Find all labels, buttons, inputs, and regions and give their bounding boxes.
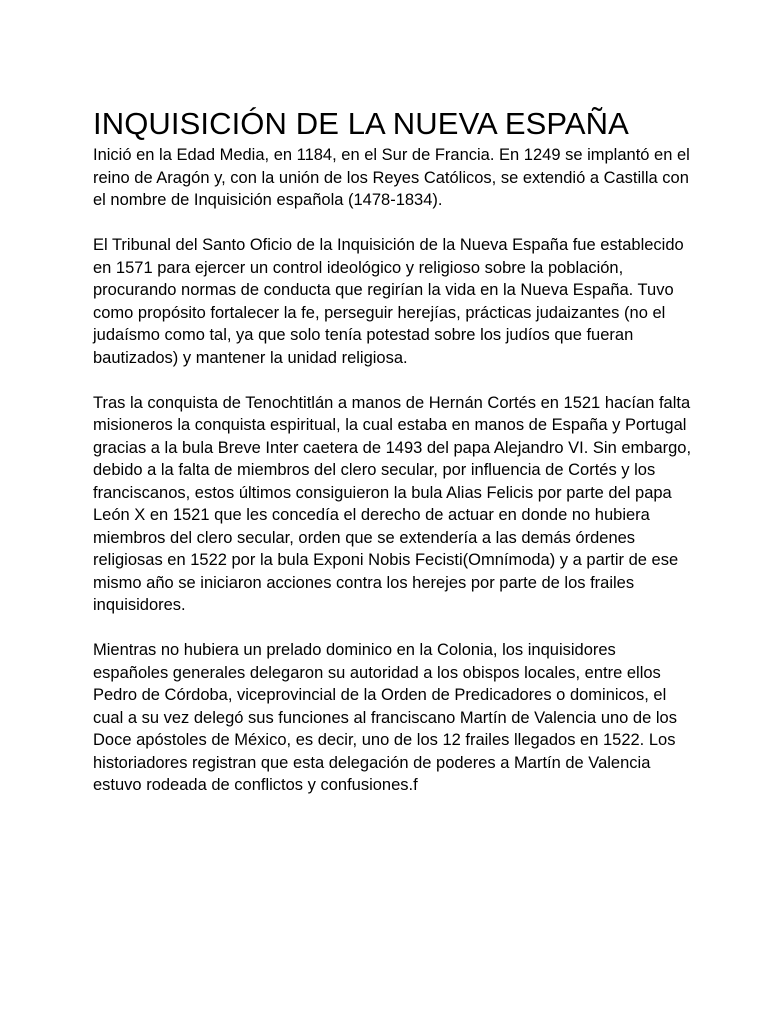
paragraph-origins: Inició en la Edad Media, en 1184, en el Sur de Francia. En 1249 se implantó en el reino de Aragón y, con la unión de los Reyes Católicos, se extendió a Castilla con el nombre de Inquisición española (1478-1834). <box>93 146 690 209</box>
document-body <box>93 104 693 819</box>
paragraph-delegation: Mientras no hubiera un prelado dominico en la Colonia, los inquisidores españoles generales delegaron su autoridad a los obispos locales, entre ellos Pedro de Córdoba, viceprovincial de la Orden de Predicadores o dominicos, el cual a su vez delegó sus funciones al franciscano Martín de Valencia uno de los Doce apóstoles de México, es decir, uno de los 12 frailes llegados en 1522. Los historiadores registran que esta delegación de poderes a Martín de Valencia estuvo rodeada de conflictos y confusiones.f <box>93 641 677 794</box>
document-title: INQUISICIÓN DE LA NUEVA ESPAÑA <box>93 106 629 141</box>
paragraph-conquest: Tras la conquista de Tenochtitlán a manos de Hernán Cortés en 1521 hacían falta misioneros la conquista espiritual, la cual estaba en manos de España y Portugal gracias a la bula Breve Inter caetera de 1493 del papa Alejandro VI. Sin embargo, debido a la falta de miembros del clero secular, por influencia de Cortés y los franciscanos, estos últimos consiguieron la bula Alias Felicis por parte del papa León X en 1521 que les concedía el derecho de actuar en donde no hubiera miembros del clero secular, orden que se extendería a las demás órdenes religiosas en 1522 por la bula Exponi Nobis Fecisti(Omnímoda) y a partir de ese mismo año se iniciaron acciones contra los herejes por parte de los frailes inquisidores. <box>93 393 692 614</box>
paragraph-tribunal: El Tribunal del Santo Oficio de la Inquisición de la Nueva España fue establecido en 1571 para ejercer un control ideológico y religioso sobre la población, procurando normas de conducta que regirían la vida en la Nueva España. Tuvo como propósito fortalecer la fe, perseguir herejías, prácticas judaizantes (no el judaísmo como tal, ya que solo tenía potestad sobre los judíos que fueran bautizados) y mantener la unidad religiosa. <box>93 236 684 367</box>
